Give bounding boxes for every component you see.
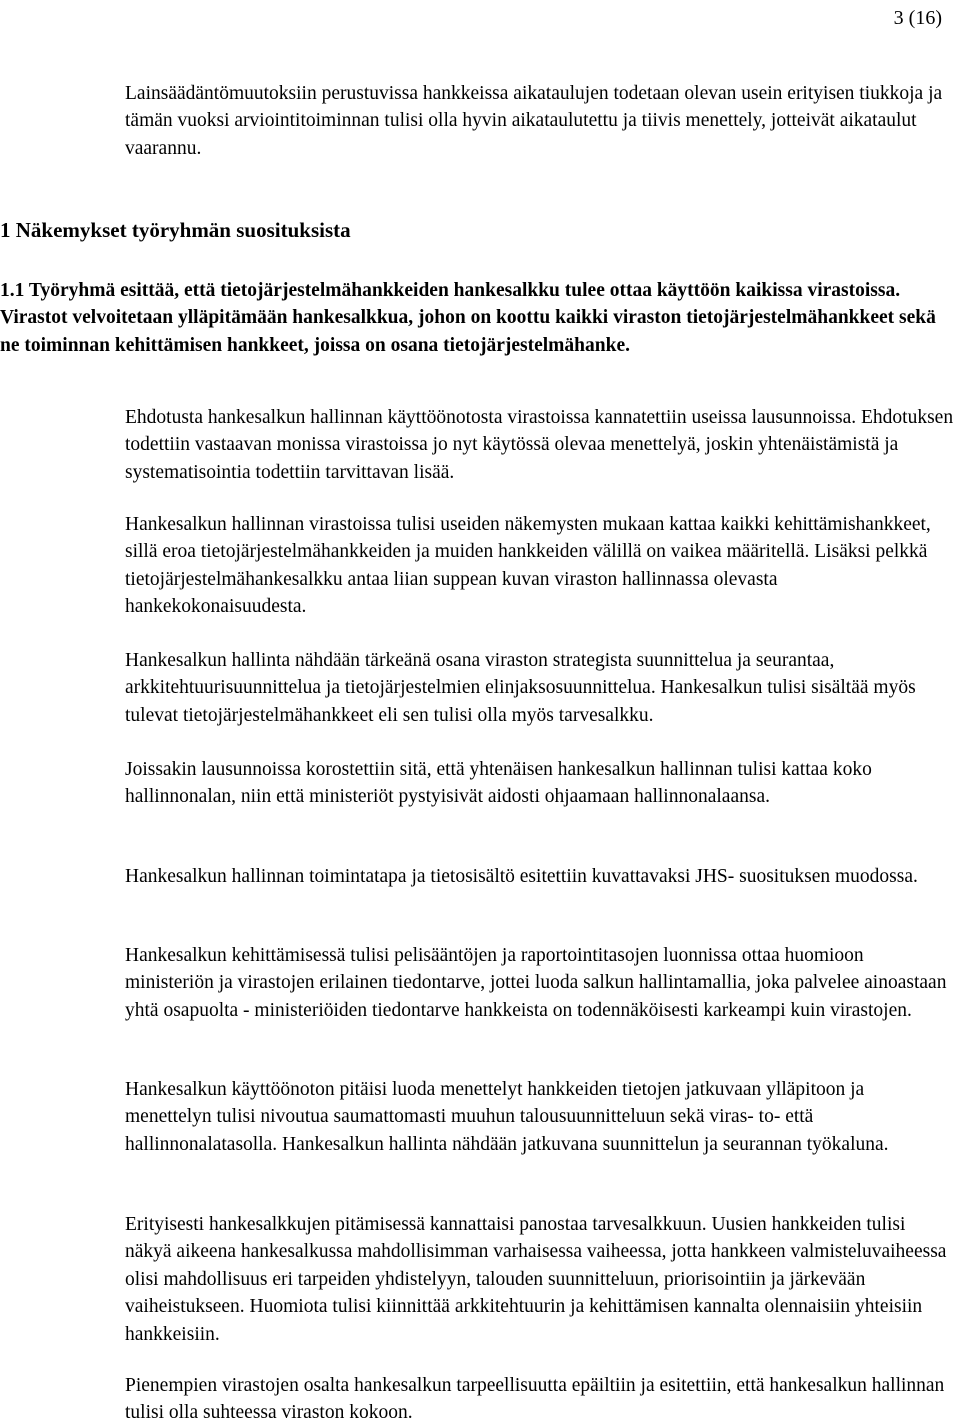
paragraph-text: Hankesalkun hallinnan toimintatapa ja tietosisältö esitettiin kuvattavaksi JHS- suosituksen muodossa. — [125, 866, 918, 887]
paragraph-7 — [125, 1076, 955, 1158]
paragraph-text: Hankesalkun hallinta nähdään tärkeänä osana viraston strategista suunnittelua ja seurantaa, arkkitehtuurisuunnittelua ja tietojärjestelmien elinjaksosuunnittelua. Hankesalkun tulisi sisältää myös tulevat tietojärjestelmähankkeet eli sen tulisi olla myös tarvesalkku. — [125, 650, 916, 726]
paragraph-text: Hankesalkun käyttöönoton pitäisi luoda menettelyt hankkeiden tietojen jatkuvaan ylläpitoon ja menettelyn tulisi nivoutua saumattomasti muuhun talousuunnitteluun sekä viras- to- että hallinnonalatasolla. Hankesalkun hallinta nähdään jatkuvana suunnittelun ja seurannan työkaluna. — [125, 1079, 889, 1155]
recommendation-heading: 1.1 Työryhmä esittää, että tietojärjestelmähankkeiden hankesalkku tulee ottaa käyttöön kaikissa virastoissa. Virastot velvoitetaan ylläpitämään hankesalkkua, johon on koottu kaikki viraston tietojärjestelmähankkeet sekä ne toiminnan kehittämisen hankkeet, joissa on osana tietojärjestelmähanke. — [0, 280, 936, 356]
paragraph-3 — [125, 647, 955, 729]
section-heading: 1 Näkemykset työryhmän suosituksista — [0, 218, 351, 242]
paragraph-1 — [125, 404, 955, 486]
paragraph-6 — [125, 942, 955, 1024]
paragraph-text: Hankesalkun kehittämisessä tulisi pelisääntöjen ja raportointitasojen luonnissa ottaa huomioon ministeriön ja virastojen erilainen tiedontarve, jottei luoda salkun hallintamallia, joka palvelee ainoastaan yhtä osapuolta - ministeriöiden tiedontarve hankkeista on todennäköisesti karkeampi kuin virastojen. — [125, 945, 947, 1021]
paragraph-2 — [125, 511, 955, 621]
paragraph-text: Ehdotusta hankesalkun hallinnan käyttöönotosta virastoissa kannatettiin useissa lausunnoissa. Ehdotuksen todettiin vastaavan monissa virastoissa jo nyt käytössä olevaa menettelyä, joskin yhtenäistämistä ja systematisointia todettiin tarvittavan lisää. — [125, 407, 954, 483]
page-number: 3 (16) — [893, 7, 942, 29]
paragraph-text: Hankesalkun hallinnan virastoissa tulisi useiden näkemysten mukaan kattaa kaikki kehittämishankkeet, sillä eroa tietojärjestelmähankkeiden ja muiden hankkeiden välillä on vaikea määritellä. Lisäksi pelkkä tietojärjestelmähankesalkku antaa liian suppean kuvan viraston hallinnassa olevasta hankekokonaisuudesta. — [125, 514, 931, 618]
intro-text: Lainsäädäntömuutoksiin perustuvissa hankkeissa aikataulujen todetaan olevan usein erityisen tiukkoja ja tämän vuoksi arviointitoiminnan tulisi olla hyvin aikataulutettu ja tiivis menettely, jotteivät aikataulut vaarannu. — [125, 83, 943, 159]
paragraph-text: Erityisesti hankesalkkujen pitämisessä kannattaisi panostaa tarvesalkkuun. Uusien hankkeiden tulisi näkyä aikeena hankesalkussa mahdollisimman varhaisessa vaiheessa, jotta hankkeen valmisteluvaiheessa olisi mahdollisuus eri tarpeiden yhdistelyyn, talouden suunnitteluun, priorisointiin ja järkevään vaiheistukseen. Huomiota tulisi kiinnittää arkkitehtuurin ja kehittämisen kannalta olennaisiin yhteisiin hankkeisiin. — [125, 1214, 947, 1345]
paragraph-5 — [125, 863, 955, 890]
paragraph-4 — [125, 756, 955, 811]
paragraph-8 — [125, 1211, 955, 1348]
intro-paragraph — [125, 80, 955, 162]
paragraph-text: Joissakin lausunnoissa korostettiin sitä, että yhtenäisen hankesalkun hallinnan tulisi kattaa koko hallinnonalan, niin että ministeriöt pystyisivät aidosti ohjaamaan hallinnonalaansa. — [125, 759, 872, 808]
paragraph-text: Pienempien virastojen osalta hankesalkun tarpeellisuutta epäiltiin ja esitettiin, että hankesalkun hallinnan tulisi olla suhteessa viraston kokoon. — [125, 1375, 945, 1424]
